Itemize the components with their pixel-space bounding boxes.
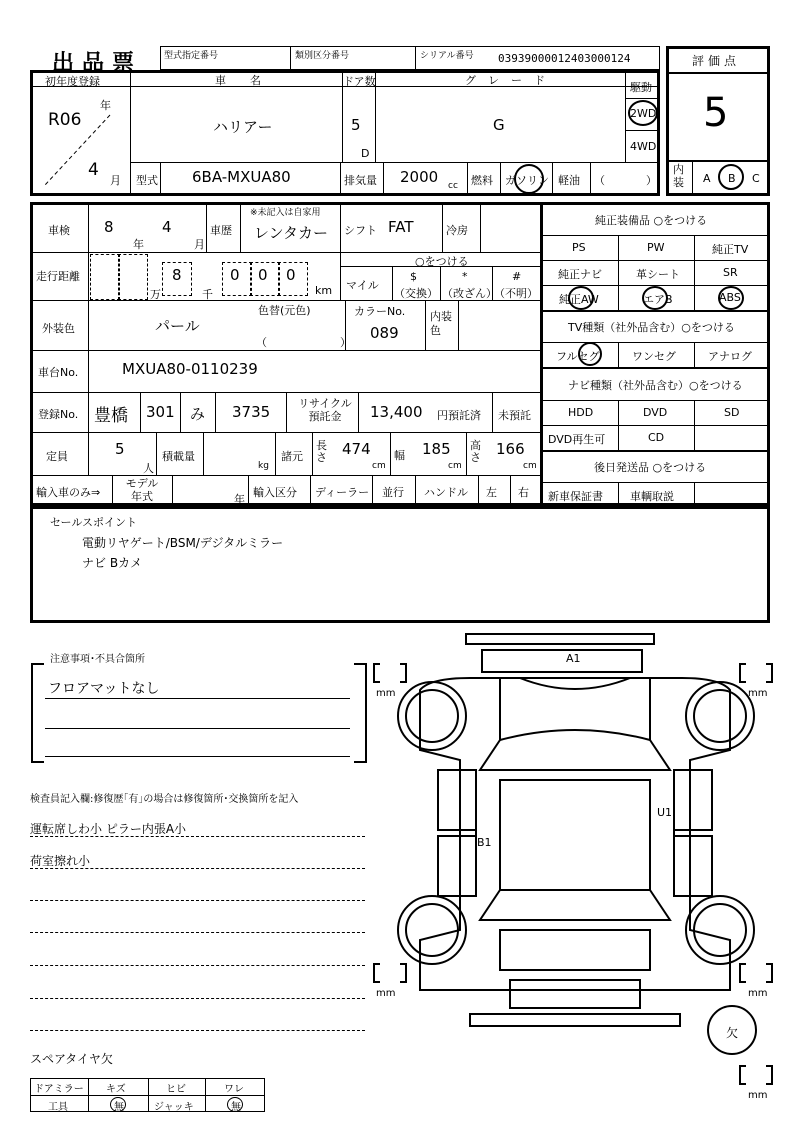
history-note: ※未記入は自家用	[250, 208, 321, 218]
notes-line-1: フロアマットなし	[48, 681, 160, 697]
inspector-line-2: 荷室擦れ小	[30, 854, 91, 868]
score-value: 5	[703, 90, 729, 136]
capacity-unit: 人	[143, 462, 154, 475]
notes-label: 注意事項･不具合箇所	[50, 654, 145, 665]
interior-label: 内装	[673, 163, 684, 189]
model-value: 6BA-MXUA80	[192, 168, 291, 186]
type-designation-label: 型式指定番号	[164, 51, 219, 61]
mm-spare: mm	[748, 1090, 768, 1101]
equip-pw: PW	[647, 241, 665, 254]
height-value: 166	[496, 440, 525, 458]
tv-analog: アナログ	[708, 350, 752, 363]
shaken-label: 車検	[48, 224, 70, 237]
damage-b1: B1	[477, 836, 492, 849]
fuel-diesel: 軽油	[558, 174, 580, 187]
page-title: 出品票	[52, 51, 143, 76]
ac-label: 冷房	[446, 224, 468, 237]
color-no-value: 089	[370, 324, 399, 342]
mile-label: マイル	[346, 279, 379, 292]
later-manual: 車輌取説	[630, 490, 674, 503]
fuel-gasoline: ガソリン	[505, 174, 549, 187]
serial-label: シリアル番号	[420, 51, 474, 61]
chassis-value: MXUA80-0110239	[122, 360, 258, 378]
color-paren-right: ）	[340, 336, 351, 349]
exchange-symbol: $	[410, 270, 417, 283]
dealer-option: ディーラー	[315, 486, 370, 499]
exchange-label: （交換）	[394, 287, 438, 300]
later-title: 後日発送品 ○をつける	[594, 461, 707, 474]
equip-sr: SR	[723, 266, 738, 279]
displacement-value: 2000	[400, 168, 439, 186]
category-label: 類別区分番号	[295, 51, 350, 61]
capacity-label: 定員	[46, 450, 68, 463]
interior-b: B	[728, 172, 736, 185]
inspector-label: 検査員記入欄:修復歴｢有｣の場合は修復箇所･交換箇所を記入	[30, 794, 299, 805]
spare-tire-note: スペアタイヤ欠	[30, 1052, 113, 1066]
color-value: パール	[155, 317, 200, 335]
mileage-digit-3: 8	[172, 266, 182, 284]
width-value: 185	[422, 440, 451, 458]
length-value: 474	[342, 440, 371, 458]
later-warranty: 新車保証書	[548, 490, 603, 503]
fuel-label: 燃料	[471, 174, 493, 187]
spare-missing-mark: 欠	[726, 1026, 739, 1040]
length-label: 長さ	[316, 439, 327, 464]
navi-sd: SD	[724, 406, 740, 419]
fuel-paren-left: （	[594, 174, 605, 187]
doors-type: D	[361, 147, 370, 160]
import-label: 輸入車のみ⇒	[36, 486, 101, 499]
tools-jack: ジャッキ	[154, 1102, 194, 1113]
shift-value: FAT	[388, 218, 414, 236]
score-label: 評価点	[692, 54, 741, 68]
reg-class: 301	[146, 403, 175, 421]
unknown-symbol: #	[512, 270, 522, 283]
interior-c: C	[752, 172, 760, 185]
mileage-digit-5: 0	[258, 266, 268, 284]
navi-hdd: HDD	[568, 406, 594, 419]
mm-rear-right: mm	[748, 988, 768, 999]
tools-break: ワレ	[224, 1084, 244, 1095]
reg-place: 豊橋	[94, 406, 128, 426]
shift-label: シフト	[344, 224, 377, 237]
reg-number: 3735	[232, 403, 271, 421]
tv-fullseg: フルセグ	[556, 350, 600, 363]
drive-2wd: 2WD	[630, 107, 657, 120]
recycle-value: 13,400	[370, 403, 423, 421]
man-unit: 万	[150, 288, 161, 301]
history-value: レンタカー	[254, 224, 329, 242]
right-option: 右	[518, 486, 529, 499]
mark-note: ○をつける	[415, 255, 469, 268]
km-unit: km	[315, 284, 333, 297]
equip-tv: 純正TV	[712, 243, 749, 256]
unknown-label: （不明）	[494, 287, 538, 300]
tools-crack: ヒビ	[166, 1084, 186, 1095]
mileage-label: 走行距離	[36, 270, 80, 283]
load-label: 積載量	[162, 450, 195, 463]
equip-leather: 革シート	[636, 268, 680, 281]
tv-title: TV種類（社外品含む）○をつける	[568, 321, 735, 334]
history-label: 車歴	[210, 224, 232, 237]
fuel-paren-right: ）	[646, 174, 657, 187]
sales-line-1: 電動リヤゲート/BSM/デジタルミラー	[82, 536, 284, 550]
handle-label: ハンドル	[424, 486, 468, 499]
recycle-not: 未預託	[498, 409, 531, 422]
navi-cd: CD	[648, 431, 665, 444]
drive-4wd: 4WD	[630, 140, 657, 153]
height-unit: cm	[523, 461, 537, 471]
recycle-label: リサイクル預託金	[298, 397, 352, 423]
width-label: 幅	[394, 449, 405, 462]
dims-label: 諸元	[281, 450, 303, 463]
color-label: 外装色	[42, 322, 75, 335]
damage-a1: A1	[566, 652, 581, 665]
mm-front-right: mm	[748, 688, 768, 699]
year-unit: 年	[100, 99, 111, 112]
color-no-label: カラーNo.	[354, 305, 406, 318]
navi-dvd-play: DVD再生可	[548, 433, 606, 446]
sales-label: セールスポイント	[50, 516, 138, 529]
tools-toolkit-value: 無	[114, 1102, 124, 1113]
reg-kana: み	[190, 405, 206, 423]
mm-rear-left: mm	[376, 988, 396, 999]
tamper-symbol: *	[462, 270, 468, 283]
recycle-done: 円預託済	[437, 409, 481, 422]
shaken-year-unit: 年	[133, 238, 144, 251]
int-color-label: 内装色	[430, 310, 452, 337]
mileage-digit-6: 0	[286, 266, 296, 284]
left-option: 左	[486, 486, 497, 499]
model-year-label: モデル年式	[125, 477, 159, 503]
navi-title: ナビ種類（社外品含む）○をつける	[568, 379, 743, 392]
car-damage-diagram	[370, 630, 780, 1110]
equip-aw: 純正AW	[559, 293, 599, 306]
load-unit: kg	[258, 461, 269, 471]
mileage-digit-4: 0	[230, 266, 240, 284]
tools-jack-value: 無	[231, 1102, 241, 1113]
equip-abs: ABS	[719, 291, 741, 304]
capacity-value: 5	[115, 440, 125, 458]
mm-front-left: mm	[376, 688, 396, 699]
shaken-month-unit: 月	[194, 238, 205, 251]
height-label: 高さ	[470, 439, 481, 464]
month-value: 4	[88, 160, 99, 180]
inspector-line-1: 運転席しわ小 ピラー内張A小	[30, 822, 187, 836]
tools-toolkit: 工具	[48, 1102, 68, 1113]
month-unit: 月	[110, 174, 121, 187]
color-change-label: 色替(元色)	[258, 304, 311, 317]
serial-value: 03939000012403000124	[498, 52, 631, 65]
equip-navi: 純正ナビ	[558, 268, 602, 281]
width-unit: cm	[448, 461, 462, 471]
first-reg-label: 初年度登録	[45, 75, 100, 88]
equip-airbag: エアB	[643, 293, 673, 306]
import-type-label: 輸入区分	[253, 486, 297, 499]
doors-label: ドア数	[343, 75, 376, 88]
tamper-label: （改ざん）	[442, 287, 497, 300]
model-label: 型式	[136, 174, 158, 187]
tv-oneseg: ワンセグ	[632, 350, 676, 363]
tools-scratch: キズ	[106, 1084, 126, 1095]
sales-line-2: ナビ Bカメ	[82, 556, 143, 570]
chassis-label: 車台No.	[38, 366, 79, 379]
car-name-label: 車名	[215, 74, 285, 87]
navi-dvd: DVD	[643, 406, 668, 419]
sen-unit: 千	[202, 288, 213, 301]
displacement-label: 排気量	[344, 174, 377, 187]
drive-label: 駆動	[630, 81, 652, 94]
model-year-unit: 年	[234, 493, 245, 506]
shaken-year: 8	[104, 218, 114, 236]
color-paren-left: （	[256, 336, 267, 349]
damage-u1: U1	[657, 806, 673, 819]
grade-value: G	[493, 116, 505, 134]
length-unit: cm	[372, 461, 386, 471]
car-name-value: ハリアー	[213, 118, 273, 136]
era-value: R06	[48, 110, 82, 130]
displacement-unit: cc	[448, 181, 458, 191]
parallel-option: 並行	[382, 486, 404, 499]
equip-ps: PS	[572, 241, 586, 254]
shaken-month: 4	[162, 218, 172, 236]
tools-door-mirror: ドアミラー	[34, 1084, 84, 1095]
interior-a: A	[703, 172, 711, 185]
reg-label: 登録No.	[38, 408, 79, 421]
equipment-title: 純正装備品 ○をつける	[595, 214, 708, 227]
grade-label: グレード	[465, 74, 557, 87]
doors-value: 5	[351, 116, 361, 134]
